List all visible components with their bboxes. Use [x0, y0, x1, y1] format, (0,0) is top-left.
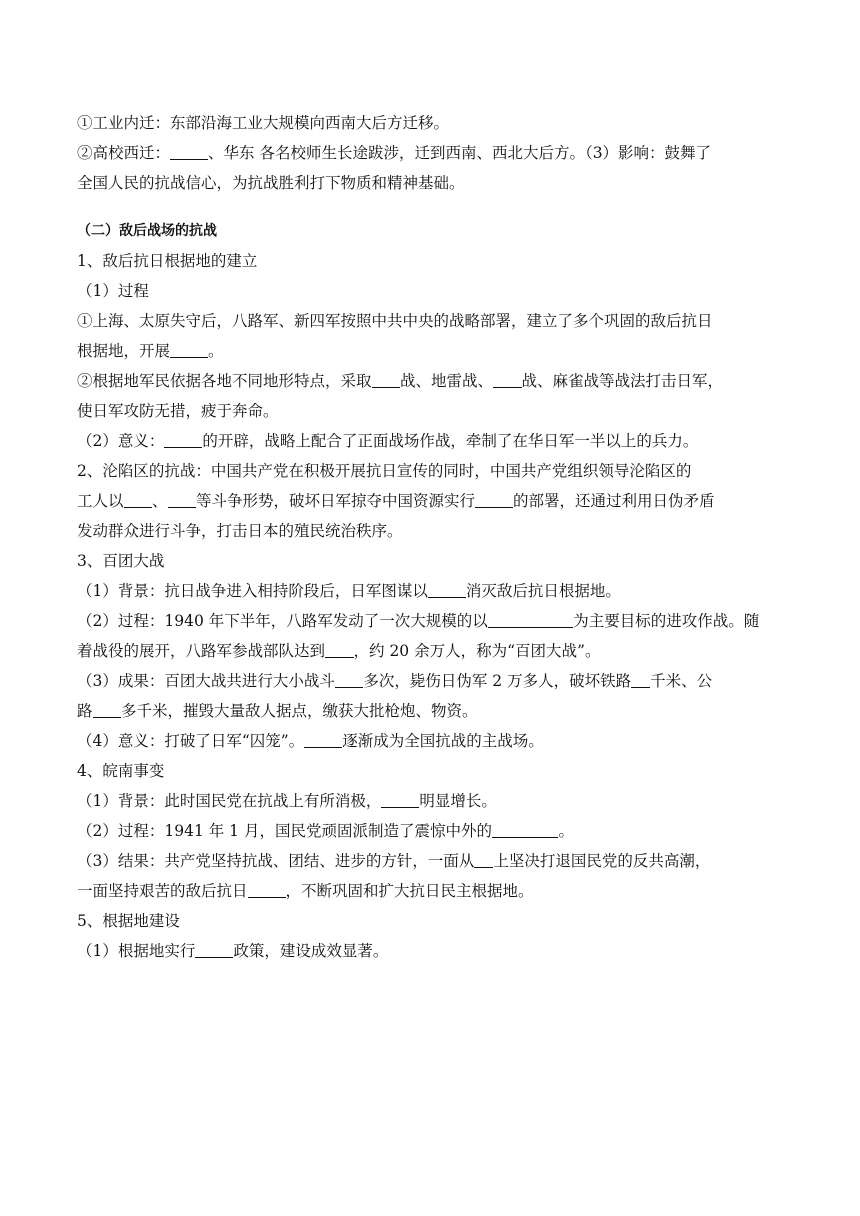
text-line — [77, 816, 785, 846]
line-text: 根据地，开展 — [77, 342, 171, 360]
line-text: 发动群众进行斗争，打击日本的殖民统治秩序。 — [77, 522, 403, 540]
fill-in-blank — [475, 491, 513, 508]
fill-in-blank — [93, 701, 122, 718]
text-line — [77, 426, 785, 456]
document-page — [77, 108, 785, 966]
fill-in-blank — [168, 491, 197, 508]
text-line — [77, 906, 785, 936]
text-line — [77, 546, 785, 576]
text-line — [77, 366, 785, 396]
fill-in-blank — [248, 881, 286, 898]
line-text: （2）过程：1940 年下半年，八路军发动了一次大规模的以 — [77, 612, 488, 630]
line-text: 全国人民的抗战信心，为抗战胜利打下物质和精神基础。 — [77, 174, 465, 192]
text-line — [77, 306, 785, 336]
text-line — [77, 606, 785, 636]
fill-in-blank — [164, 431, 202, 448]
fill-in-blank — [474, 851, 493, 868]
line-text: 多千米，摧毁大量敌人据点，缴获大批枪炮、物资。 — [121, 702, 478, 720]
text-line — [77, 396, 785, 426]
line-text: 着战役的展开，八路军参战部队达到 — [77, 642, 326, 660]
text-line — [77, 666, 785, 696]
line-text: 逐渐成为全国抗战的主战场。 — [342, 732, 544, 750]
text-line — [77, 168, 785, 198]
line-text: 上坚决打退国民党的反共高潮， — [493, 852, 711, 870]
line-text: 战、麻雀战等战法打击日军， — [521, 372, 724, 390]
text-line — [77, 846, 785, 876]
text-line — [77, 336, 785, 366]
line-text: 多次，毙伤日伪军 2 万多人，破坏铁路 — [363, 672, 632, 690]
line-text: 消灭敌后抗日根据地。 — [465, 582, 621, 600]
text-line — [77, 696, 785, 726]
text-line — [77, 876, 785, 906]
line-text: （1）背景：此时国民党在抗战上有所消极， — [77, 792, 382, 810]
fill-in-blank — [488, 611, 574, 628]
text-line — [77, 756, 785, 786]
fill-in-blank — [170, 341, 208, 358]
fill-in-blank — [195, 941, 233, 958]
fill-in-blank — [493, 371, 522, 388]
line-text: （3）结果：共产党坚持抗战、团结、进步的方针，一面从 — [77, 852, 475, 870]
line-text: （二）敌后战场的抗战 — [77, 223, 217, 239]
text-line — [77, 246, 785, 276]
line-text: （1）根据地实行 — [77, 942, 196, 960]
fill-in-blank — [428, 581, 466, 598]
fill-in-blank — [325, 641, 354, 658]
line-text: 2、沦陷区的抗战：中国共产党在积极开展抗日宣传的同时，中国共产党组织领导沦陷区的 — [77, 462, 692, 480]
line-text: （1）过程 — [77, 282, 149, 300]
line-text: ，不断巩固和扩大抗日民主根据地。 — [285, 882, 534, 900]
text-line — [77, 456, 785, 486]
line-text: 路 — [77, 702, 93, 720]
line-text: （1）背景：抗日战争进入相持阶段后，日军图谋以 — [77, 582, 428, 600]
line-text: 工人以 — [77, 492, 124, 510]
line-text: 。 — [558, 822, 574, 840]
text-line — [77, 108, 785, 138]
fill-in-blank — [372, 371, 401, 388]
fill-in-blank — [304, 731, 342, 748]
section-heading — [77, 216, 785, 246]
fill-in-blank — [170, 143, 208, 160]
line-text: ，约 20 余万人，称为“百团大战”。 — [353, 642, 601, 660]
text-line — [77, 726, 785, 756]
text-line — [77, 486, 785, 516]
line-text: 3、百团大战 — [77, 552, 165, 570]
line-text: 政策，建设成效显著。 — [233, 942, 389, 960]
text-line — [77, 936, 785, 966]
text-line — [77, 576, 785, 606]
paragraph-gap — [77, 198, 785, 216]
line-text: ①工业内迁：东部沿海工业大规模向西南大后方迁移。 — [77, 114, 450, 132]
line-text: 明显增长。 — [419, 792, 497, 810]
fill-in-blank — [631, 671, 650, 688]
line-text: （3）成果：百团大战共进行大小战斗 — [77, 672, 335, 690]
line-text: 、华东 各名校师生长途跋涉，迁到西南、西北大后方。（3）影响：鼓舞了 — [208, 144, 712, 162]
line-text: 千米、公 — [650, 672, 713, 690]
line-text: 1、敌后抗日根据地的建立 — [77, 252, 258, 270]
fill-in-blank — [381, 791, 419, 808]
text-line — [77, 516, 785, 546]
line-text: （4）意义：打破了日军“囚笼”。 — [77, 732, 305, 750]
line-text: （2）意义： — [77, 432, 165, 450]
line-text: 使日军攻防无措，疲于奔命。 — [77, 402, 279, 420]
line-text: 、 — [152, 492, 168, 510]
line-text: 一面坚持艰苦的敌后抗日 — [77, 882, 248, 900]
line-text: 等斗争形势，破坏日军掠夺中国资源实行 — [196, 492, 476, 510]
line-text: 的开辟，战略上配合了正面战场作战，牵制了在华日军一半以上的兵力。 — [202, 432, 699, 450]
text-line — [77, 138, 785, 168]
fill-in-blank — [492, 821, 559, 838]
line-text: 的部署，还通过利用日伪矛盾 — [513, 492, 715, 510]
line-text: ②根据地军民依据各地不同地形特点，采取 — [77, 372, 372, 390]
line-text: ①上海、太原失守后，八路军、新四军按照中共中央的战略部署，建立了多个巩固的敌后抗日 — [77, 312, 713, 330]
text-line — [77, 786, 785, 816]
line-text: 战、地雷战、 — [400, 372, 494, 390]
fill-in-blank — [335, 671, 364, 688]
line-text: 为主要目标的进攻作战。随 — [573, 612, 760, 630]
fill-in-blank — [124, 491, 153, 508]
line-text: 。 — [208, 342, 224, 360]
line-text: 5、根据地建设 — [77, 912, 180, 930]
line-text: 4、皖南事变 — [77, 762, 165, 780]
text-line — [77, 636, 785, 666]
text-line — [77, 276, 785, 306]
line-text: （2）过程：1941 年 1 月，国民党顽固派制造了震惊中外的 — [77, 822, 492, 840]
line-text: ②高校西迁： — [77, 144, 171, 162]
